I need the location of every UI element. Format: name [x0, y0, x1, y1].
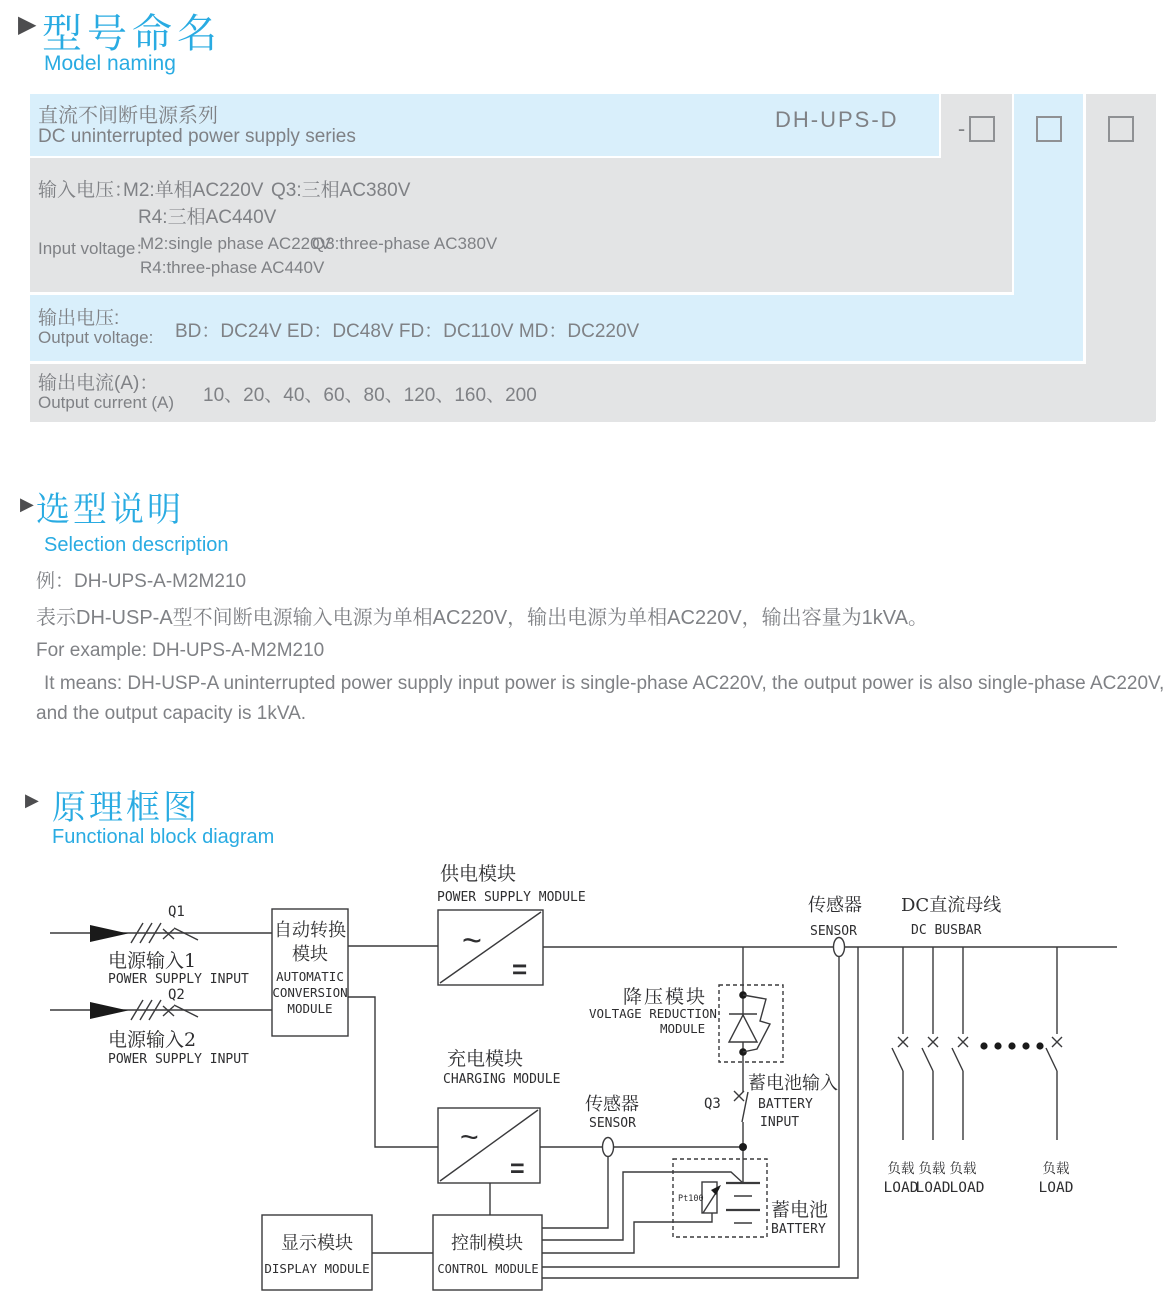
input-voltage-en-opt2: Q3:three-phase AC380V — [312, 234, 498, 253]
dc-bus-label-en: DC BUSBAR — [911, 923, 982, 938]
bus-sensor-label-zh: 传感器 — [808, 895, 862, 916]
load-breaker-1 — [892, 947, 908, 1140]
auto-module-en3: MODULE — [287, 1001, 333, 1016]
slot1-dash: - — [957, 116, 966, 141]
charger-sensor-label-zh: 传感器 — [585, 1094, 639, 1115]
battery-label-en: BATTERY — [771, 1222, 826, 1237]
ellipsis-dots — [980, 1042, 1043, 1049]
input2-breaker-blade — [174, 1005, 198, 1017]
loadn-label-en: LOAD — [1038, 1180, 1074, 1196]
bus-sensor-symbol — [834, 938, 845, 957]
q1-label: Q1 — [168, 904, 185, 920]
loadn-label-zh: 负载 — [1042, 1161, 1070, 1177]
selection-example-en: For example: DH-UPS-A-M2M210 — [36, 640, 325, 661]
auto-module-en2: CONVERSION — [272, 985, 348, 1000]
input2-label-zh: 电源输入2 — [108, 1029, 197, 1051]
input-voltage-zh-opt1: M2:单相AC220V — [123, 180, 264, 201]
input2-breaker-x — [163, 1006, 174, 1016]
charging-label-en: CHARGING MODULE — [443, 1072, 561, 1087]
pt100-label: Pt100 — [678, 1194, 704, 1204]
charging-label-zh: 充电模块 — [447, 1048, 524, 1070]
input2-arrow-icon — [90, 1002, 128, 1019]
series-label-zh: 直流不间断电源系列 — [38, 105, 218, 127]
output-current-label-en: Output current (A) — [38, 393, 175, 412]
charger-ac-symbol: ~ — [460, 1119, 479, 1155]
auto-to-charger-wire — [348, 997, 438, 1147]
battery-input-label-en1: BATTERY — [758, 1097, 813, 1112]
output-current-value: 10、20、40、60、80、120、160、200 — [203, 385, 537, 406]
display-label-zh: 显示模块 — [281, 1233, 353, 1254]
output-current-label-zh: 输出电流(A)： — [38, 373, 159, 394]
slot1-placeholder-box — [969, 116, 995, 142]
selection-example-zh: 例：DH-UPS-A-M2M210 — [36, 571, 247, 592]
load-breaker-n — [1046, 947, 1062, 1140]
auto-module-zh1: 自动转换 — [274, 920, 346, 941]
selection-explain-zh: 表示DH-USP-A型不间断电源输入电源为单相AC220V，输出电源为单相AC220V，输出容量为1kVA。 — [36, 607, 928, 629]
section1-title-zh: 型号命名 — [42, 12, 222, 56]
dc-bus-label-zh: DC直流母线 — [901, 895, 1002, 916]
section3-bullet-icon: ▶ — [25, 790, 39, 810]
input2-label-en: POWER SUPPLY INPUT — [108, 1052, 249, 1067]
q2-label: Q2 — [168, 987, 185, 1003]
load-breaker-2 — [922, 947, 938, 1140]
pt100-symbol-box — [702, 1182, 717, 1213]
table-row-input-voltage — [30, 158, 1012, 292]
input-voltage-label-en: Input voltage： — [38, 239, 153, 258]
functional-block-diagram — [0, 855, 1167, 1308]
slot3-placeholder-box — [1108, 116, 1134, 142]
load2-label-en: LOAD — [915, 1180, 951, 1196]
input-voltage-en-opt3: R4:three-phase AC440V — [140, 258, 325, 277]
input1-label-en: POWER SUPPLY INPUT — [108, 972, 249, 987]
input-voltage-zh-opt2: Q3:三相AC380V — [271, 180, 411, 201]
sense-wire-charger-sensor — [542, 1156, 608, 1228]
diode-triangle — [729, 1015, 757, 1042]
charger-sensor-label-en: SENSOR — [589, 1116, 636, 1131]
psm-dc-symbol: = — [512, 954, 528, 984]
series-label-en: DC uninterrupted power supply series — [38, 126, 356, 147]
input1-breaker-x — [163, 929, 174, 939]
section2-title-zh: 选型说明 — [36, 491, 184, 529]
charger-dc-symbol: = — [510, 1155, 525, 1183]
section3-title-zh: 原理框图 — [52, 789, 200, 827]
section1-bullet-icon: ▶ — [18, 11, 37, 38]
table-row-output-voltage — [30, 295, 1083, 361]
input1-label-zh: 电源输入1 — [108, 950, 197, 972]
table-row-output-current — [30, 364, 1155, 422]
load-breaker-3 — [952, 947, 968, 1140]
slot2-placeholder-box — [1036, 116, 1062, 142]
load1-label-en: LOAD — [883, 1180, 919, 1196]
load3-label-zh: 负载 — [949, 1161, 977, 1177]
battery-label-zh: 蓄电池 — [771, 1199, 829, 1221]
model-code: DH-UPS-D — [775, 107, 899, 132]
vr-label-zh: 降压模块 — [623, 986, 708, 1008]
table-row-series — [30, 94, 939, 156]
load1-label-zh: 负载 — [887, 1161, 915, 1177]
input1-breaker-blade — [174, 928, 198, 940]
section2-bullet-icon: ▶ — [20, 494, 34, 514]
input1-arrow-icon — [90, 925, 128, 942]
vr-label-en1: VOLTAGE REDUCTION — [589, 1006, 717, 1021]
battery-input-label-zh: 蓄电池输入 — [748, 1073, 838, 1094]
input-voltage-en-opt1: M2:single phase AC220V — [140, 234, 331, 253]
section2-title-en: Selection description — [44, 534, 229, 556]
output-voltage-label-en: Output voltage: — [38, 328, 154, 347]
selection-explain-en1: It means: DH-USP-A uninterrupted power supply input power is single-phase AC220V, the output power is also single-phase AC220V, — [44, 673, 1165, 694]
bus-sensor-label-en: SENSOR — [810, 924, 857, 939]
sense-wire-pt100 — [542, 1213, 712, 1253]
load3-label-en: LOAD — [949, 1180, 985, 1196]
auto-module-zh2: 模块 — [292, 944, 328, 965]
q3-breaker-x — [734, 1091, 744, 1101]
display-label-en: DISPLAY MODULE — [264, 1261, 370, 1276]
psm-ac-symbol: ~ — [462, 922, 482, 960]
vr-label-en2: MODULE — [660, 1021, 706, 1036]
control-label-en: CONTROL MODULE — [437, 1262, 539, 1276]
section1-title-en: Model naming — [44, 52, 176, 75]
auto-module-en1: AUTOMATIC — [276, 969, 344, 984]
battery-node-junction — [739, 1143, 747, 1151]
input-voltage-label-zh: 输入电压： — [38, 180, 134, 201]
charger-sensor-symbol — [603, 1138, 614, 1157]
input-voltage-zh-opt3: R4:三相AC440V — [138, 207, 277, 228]
battery-input-label-en2: INPUT — [760, 1115, 800, 1130]
psm-label-zh: 供电模块 — [440, 863, 517, 885]
control-label-zh: 控制模块 — [451, 1233, 523, 1254]
section3-title-en: Functional block diagram — [52, 826, 275, 848]
output-voltage-value: BD：DC24V ED：DC48V FD：DC110V MD：DC220V — [175, 321, 640, 342]
q3-breaker-blade — [742, 1092, 748, 1122]
psm-label-en: POWER SUPPLY MODULE — [437, 890, 586, 905]
selection-explain-en2: and the output capacity is 1kVA. — [36, 703, 307, 724]
load2-label-zh: 负载 — [918, 1161, 946, 1177]
output-voltage-label-zh: 输出电压: — [38, 308, 120, 329]
q3-label: Q3 — [704, 1096, 721, 1112]
